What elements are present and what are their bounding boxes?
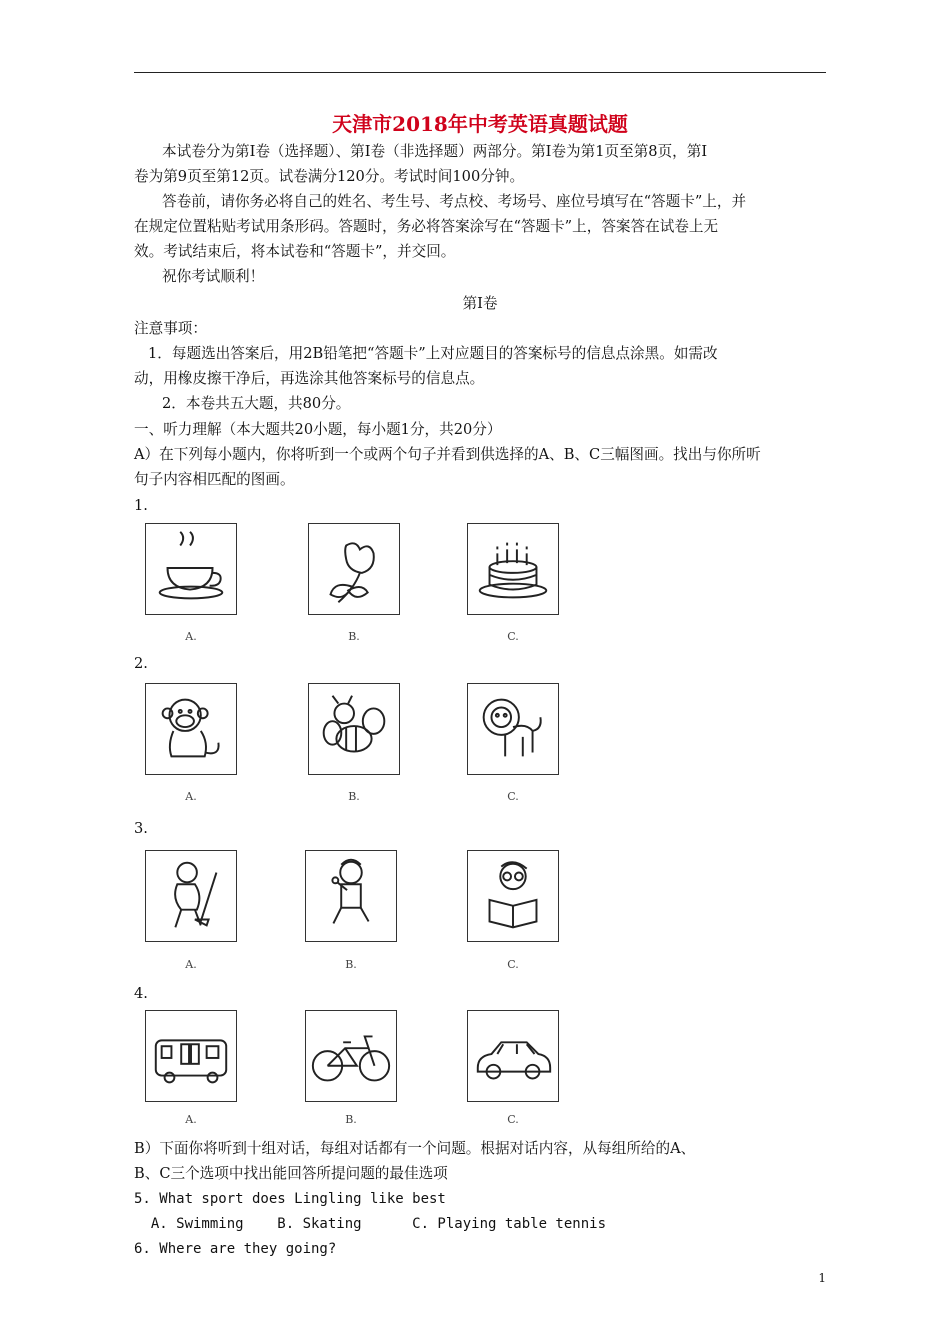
- notes-heading: 注意事项：: [134, 320, 207, 337]
- option-label: A.: [185, 958, 197, 971]
- option-picture[interactable]: [145, 1010, 237, 1102]
- sweeping-boy-icon: [146, 851, 236, 941]
- lion-icon: [468, 684, 558, 774]
- option-label: C.: [507, 958, 519, 971]
- part1-instruction: A）在下列每小题内，你将听到一个或两个句子并看到供选择的A、B、C三幅图画。找出与你所听: [134, 446, 761, 463]
- option-label: B.: [348, 790, 360, 803]
- option-label: B.: [345, 958, 357, 971]
- option-picture[interactable]: [308, 683, 400, 775]
- option-label: A.: [185, 630, 197, 643]
- section-title: 第Ⅰ卷: [462, 295, 498, 312]
- option-picture[interactable]: [467, 850, 559, 942]
- question-number: 1.: [134, 497, 148, 514]
- option-label: B.: [348, 630, 360, 643]
- option-picture[interactable]: [467, 683, 559, 775]
- bicycle-icon: [306, 1011, 396, 1101]
- option-label: C.: [507, 630, 519, 643]
- partb-instruction: B、C三个选项中找出能回答所提问题的最佳选项: [134, 1165, 448, 1182]
- intro-wish: 祝你考试顺利！: [162, 268, 265, 285]
- option-picture[interactable]: [467, 523, 559, 615]
- option-picture[interactable]: [145, 850, 237, 942]
- partb-instruction: B）下面你将听到十组对话，每组对话都有一个问题。根据对话内容，从每组所给的A、: [134, 1140, 696, 1157]
- option-picture[interactable]: [145, 523, 237, 615]
- intro-line: 卷为第9页至第12页。试卷满分120分。考试时间100分钟。: [134, 168, 525, 185]
- option-label: C.: [507, 1113, 519, 1126]
- note-item: 动，用橡皮擦干净后，再选涂其他答案标号的信息点。: [134, 370, 485, 387]
- question-number: 3.: [134, 820, 148, 837]
- bus-icon: [146, 1011, 236, 1101]
- flower-icon: [309, 524, 399, 614]
- coffee-cup-icon: [146, 524, 236, 614]
- intro-line: 效。考试结束后，将本试卷和“答题卡”，并交回。: [134, 243, 456, 260]
- monkey-icon: [146, 684, 236, 774]
- question-5: 5. What sport does Lingling like best: [134, 1191, 446, 1207]
- note-item: 2．本卷共五大题，共80分。: [162, 395, 351, 412]
- part1-heading: 一、听力理解（本大题共20小题，每小题1分，共20分）: [134, 421, 502, 438]
- question-number: 4.: [134, 985, 148, 1002]
- header-rule: [134, 72, 826, 73]
- part1-instruction: 句子内容相匹配的图画。: [134, 471, 295, 488]
- singing-boy-icon: [306, 851, 396, 941]
- note-item: 1．每题选出答案后，用2B铅笔把“答题卡”上对应题目的答案标号的信息点涂黑。如需改: [148, 345, 718, 362]
- question-6: 6. Where are they going?: [134, 1241, 337, 1257]
- reading-boy-icon: [468, 851, 558, 941]
- bee-icon: [309, 684, 399, 774]
- intro-line: 本试卷分为第Ⅰ卷（选择题）、第Ⅰ卷（非选择题）两部分。第Ⅰ卷为第1页至第8页，第Ⅰ: [162, 143, 708, 160]
- question-5-options: A. Swimming B. Skating C. Playing table tennis: [134, 1216, 607, 1232]
- birthday-cake-icon: [468, 524, 558, 614]
- option-picture[interactable]: [305, 850, 397, 942]
- option-label: B.: [345, 1113, 357, 1126]
- option-picture[interactable]: [305, 1010, 397, 1102]
- question-number: 2.: [134, 655, 148, 672]
- option-label: C.: [507, 790, 519, 803]
- intro-line: 答卷前，请你务必将自己的姓名、考生号、考点校、考场号、座位号填写在“答题卡”上，并: [162, 193, 747, 210]
- page-title: 天津市2018年中考英语真题试题: [332, 112, 628, 136]
- intro-line: 在规定位置粘贴考试用条形码。答题时，务必将答案涂写在“答题卡”上，答案答在试卷上无: [134, 218, 719, 235]
- option-label: A.: [185, 790, 197, 803]
- option-picture[interactable]: [467, 1010, 559, 1102]
- option-picture[interactable]: [145, 683, 237, 775]
- page-number: 1: [818, 1271, 826, 1285]
- option-picture[interactable]: [308, 523, 400, 615]
- option-label: A.: [185, 1113, 197, 1126]
- car-icon: [468, 1011, 558, 1101]
